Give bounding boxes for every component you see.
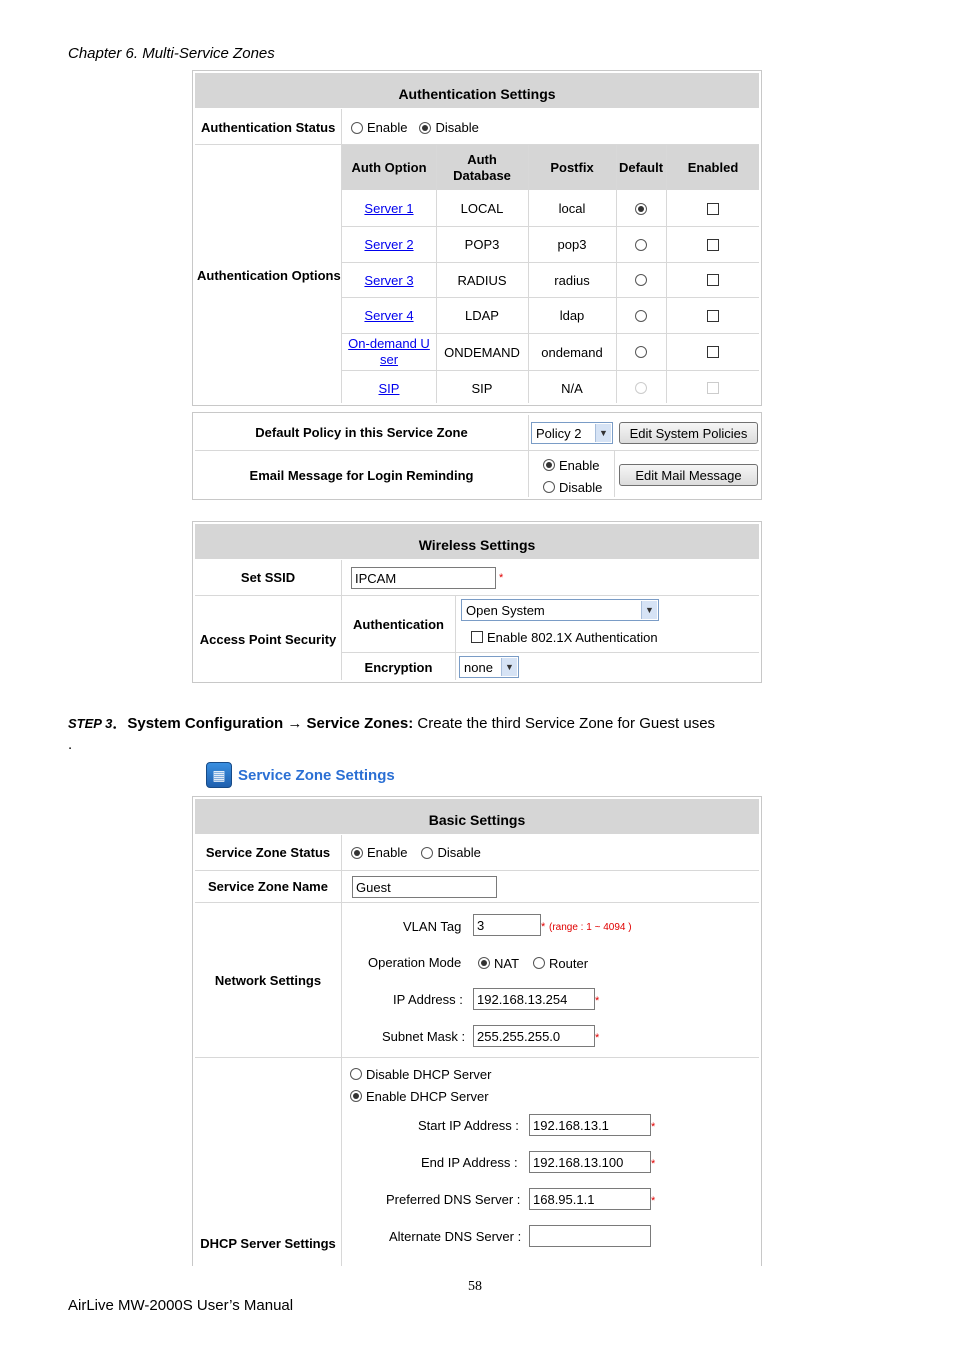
dhcp-disable-radio[interactable]: [350, 1068, 362, 1080]
zone-disable-label: Disable: [437, 845, 481, 860]
chevron-down-icon: ▼: [641, 601, 657, 619]
basic-settings-panel: [192, 796, 762, 1266]
row-postfix: pop3: [557, 237, 587, 252]
row-postfix: N/A: [561, 380, 583, 396]
row-database: LOCAL: [460, 201, 504, 216]
enabled-checkbox-on-demand[interactable]: [707, 346, 719, 358]
on-demand-user-link[interactable]: On-demand User: [348, 336, 430, 367]
required-mark: *: [651, 1195, 656, 1207]
page-number: 58: [468, 1279, 482, 1294]
subnet-mask-label: Subnet Mask :: [382, 1028, 466, 1044]
required-mark: *: [541, 921, 546, 933]
zone-enable-label: Enable: [367, 845, 408, 860]
required-mark: *: [651, 1158, 656, 1170]
dhcp-enable-radio[interactable]: [350, 1090, 362, 1102]
alternate-dns-input[interactable]: [529, 1225, 651, 1247]
row-database: SIP: [471, 380, 493, 396]
policy-select[interactable]: [531, 422, 613, 444]
preferred-dns-label: Preferred DNS Server :: [386, 1191, 521, 1207]
step-separator: ．: [112, 715, 128, 732]
authentication-options-label: Authentication Options: [197, 267, 341, 283]
encryption-select[interactable]: [459, 656, 519, 678]
panel-title: Authentication Settings: [195, 73, 759, 108]
row-database: RADIUS: [457, 272, 507, 288]
dhcp-server-settings-label: DHCP Server Settings: [200, 1235, 336, 1251]
chevron-down-icon: ▼: [595, 424, 611, 442]
preferred-dns-input[interactable]: 168.95.1.1: [529, 1188, 651, 1210]
default-radio-server-4[interactable]: [635, 310, 647, 322]
dot1x-checkbox[interactable]: [471, 631, 483, 643]
end-ip-input[interactable]: 192.168.13.100: [529, 1151, 651, 1173]
enabled-checkbox-server-4[interactable]: [707, 310, 719, 322]
status-enable-radio[interactable]: [351, 122, 363, 134]
row-database: LDAP: [465, 308, 499, 323]
row-postfix: ondemand: [541, 344, 603, 360]
enabled-checkbox-server-1[interactable]: [707, 203, 719, 215]
vlan-range-note: (range : 1 ~ 4094 ): [549, 922, 632, 933]
row-postfix: radius: [554, 272, 590, 288]
policy-panel: [192, 412, 762, 500]
mode-nat-radio[interactable]: [478, 957, 490, 969]
default-radio-server-1[interactable]: [635, 203, 647, 215]
service-zone-name-label: Service Zone Name: [208, 879, 328, 894]
server-1-link[interactable]: Server 1: [364, 201, 414, 216]
start-ip-input[interactable]: 192.168.13.1: [529, 1114, 651, 1136]
authentication-status-label: Authentication Status: [201, 120, 336, 135]
default-policy-label: Default Policy in this Service Zone: [255, 425, 468, 440]
panel-title: Wireless Settings: [195, 524, 759, 559]
row-postfix: local: [558, 201, 586, 216]
required-mark: *: [595, 1032, 600, 1044]
mode-nat-label: NAT: [494, 955, 520, 971]
server-4-link[interactable]: Server 4: [364, 308, 414, 323]
ssid-input[interactable]: IPCAM: [351, 567, 496, 589]
service-zone-settings-heading: [206, 762, 395, 788]
grid-icon: ▦: [206, 762, 232, 788]
col-default: Default: [618, 160, 664, 175]
subnet-mask-input[interactable]: 255.255.255.0: [473, 1025, 595, 1047]
footer-text: AirLive MW-2000S User’s Manual: [68, 1297, 294, 1314]
encryption-select-value: none: [464, 659, 493, 675]
panel-title: Basic Settings: [195, 799, 759, 834]
operation-mode-label: Operation Mode: [368, 954, 462, 970]
default-radio-on-demand[interactable]: [635, 346, 647, 358]
status-enable-label: Enable: [367, 120, 408, 135]
status-disable-radio[interactable]: [419, 122, 431, 134]
encryption-label: Encryption: [364, 660, 433, 675]
set-ssid-label: Set SSID: [240, 570, 296, 585]
vlan-tag-label: VLAN Tag: [403, 918, 462, 934]
step-text: Create the third Service Zone for Guest uses: [413, 715, 716, 732]
authentication-select[interactable]: [461, 599, 659, 621]
dhcp-disable-label: Disable DHCP Server: [366, 1066, 492, 1082]
zone-disable-radio[interactable]: [421, 847, 433, 859]
row-postfix: ldap: [559, 308, 585, 323]
col-auth-database: Auth Database: [453, 151, 511, 183]
zone-enable-radio[interactable]: [351, 847, 363, 859]
default-radio-sip: [635, 382, 647, 394]
dot1x-label: Enable 802.1X Authentication: [487, 629, 658, 645]
vlan-tag-input[interactable]: 3: [473, 914, 541, 936]
wireless-settings-panel: [192, 521, 762, 683]
step-tail: .: [68, 736, 73, 753]
default-radio-server-3[interactable]: [635, 274, 647, 286]
step-instruction: [68, 712, 715, 733]
mode-router-radio[interactable]: [533, 957, 545, 969]
access-point-security-label: Access Point Security: [199, 631, 337, 647]
authentication-settings-panel: [192, 70, 762, 406]
authentication-select-value: Open System: [466, 602, 545, 618]
email-disable-label: Disable: [559, 479, 603, 495]
server-3-link[interactable]: Server 3: [364, 272, 414, 288]
step-number: STEP 3: [68, 716, 113, 731]
authentication-label: Authentication: [353, 616, 444, 632]
ip-address-input[interactable]: 192.168.13.254: [473, 988, 595, 1010]
col-postfix: Postfix: [550, 160, 594, 175]
network-settings-label: Network Settings: [214, 972, 322, 988]
chapter-heading: Chapter 6. Multi-Service Zones: [68, 45, 275, 62]
enabled-checkbox-server-2[interactable]: [707, 239, 719, 251]
server-2-link[interactable]: Server 2: [364, 237, 414, 252]
edit-system-policies-button[interactable]: Edit System Policies: [619, 422, 758, 444]
sip-link[interactable]: SIP: [378, 380, 400, 396]
dhcp-enable-label: Enable DHCP Server: [366, 1088, 489, 1104]
service-zone-settings-title: Service Zone Settings: [238, 766, 395, 784]
enabled-checkbox-sip: [707, 382, 719, 394]
email-disable-radio[interactable]: [543, 481, 555, 493]
row-database: POP3: [464, 237, 500, 252]
zone-name-input[interactable]: Guest: [352, 876, 497, 898]
enabled-checkbox-server-3[interactable]: [707, 274, 719, 286]
email-enable-label: Enable: [559, 457, 600, 473]
edit-mail-message-button[interactable]: Edit Mail Message: [619, 464, 758, 486]
policy-select-value: Policy 2: [536, 425, 582, 441]
default-radio-server-2[interactable]: [635, 239, 647, 251]
end-ip-label: End IP Address :: [421, 1154, 518, 1170]
service-zone-status-label: Service Zone Status: [205, 845, 331, 860]
ip-address-label: IP Address :: [393, 991, 463, 1007]
email-message-label: Email Message for Login Reminding: [249, 467, 474, 483]
row-database: ONDEMAND: [444, 344, 520, 360]
col-auth-option: Auth Option: [351, 160, 427, 175]
start-ip-label: Start IP Address :: [418, 1117, 519, 1133]
step-path: System Configuration → Service Zones:: [127, 715, 414, 732]
required-mark: *: [499, 572, 504, 584]
mode-router-label: Router: [549, 955, 589, 971]
status-disable-label: Disable: [435, 120, 479, 135]
alternate-dns-label: Alternate DNS Server :: [389, 1228, 522, 1244]
col-enabled: Enabled: [687, 160, 739, 175]
required-mark: *: [595, 995, 600, 1007]
required-mark: *: [651, 1121, 656, 1133]
chevron-down-icon: ▼: [501, 658, 517, 676]
email-enable-radio[interactable]: [543, 459, 555, 471]
